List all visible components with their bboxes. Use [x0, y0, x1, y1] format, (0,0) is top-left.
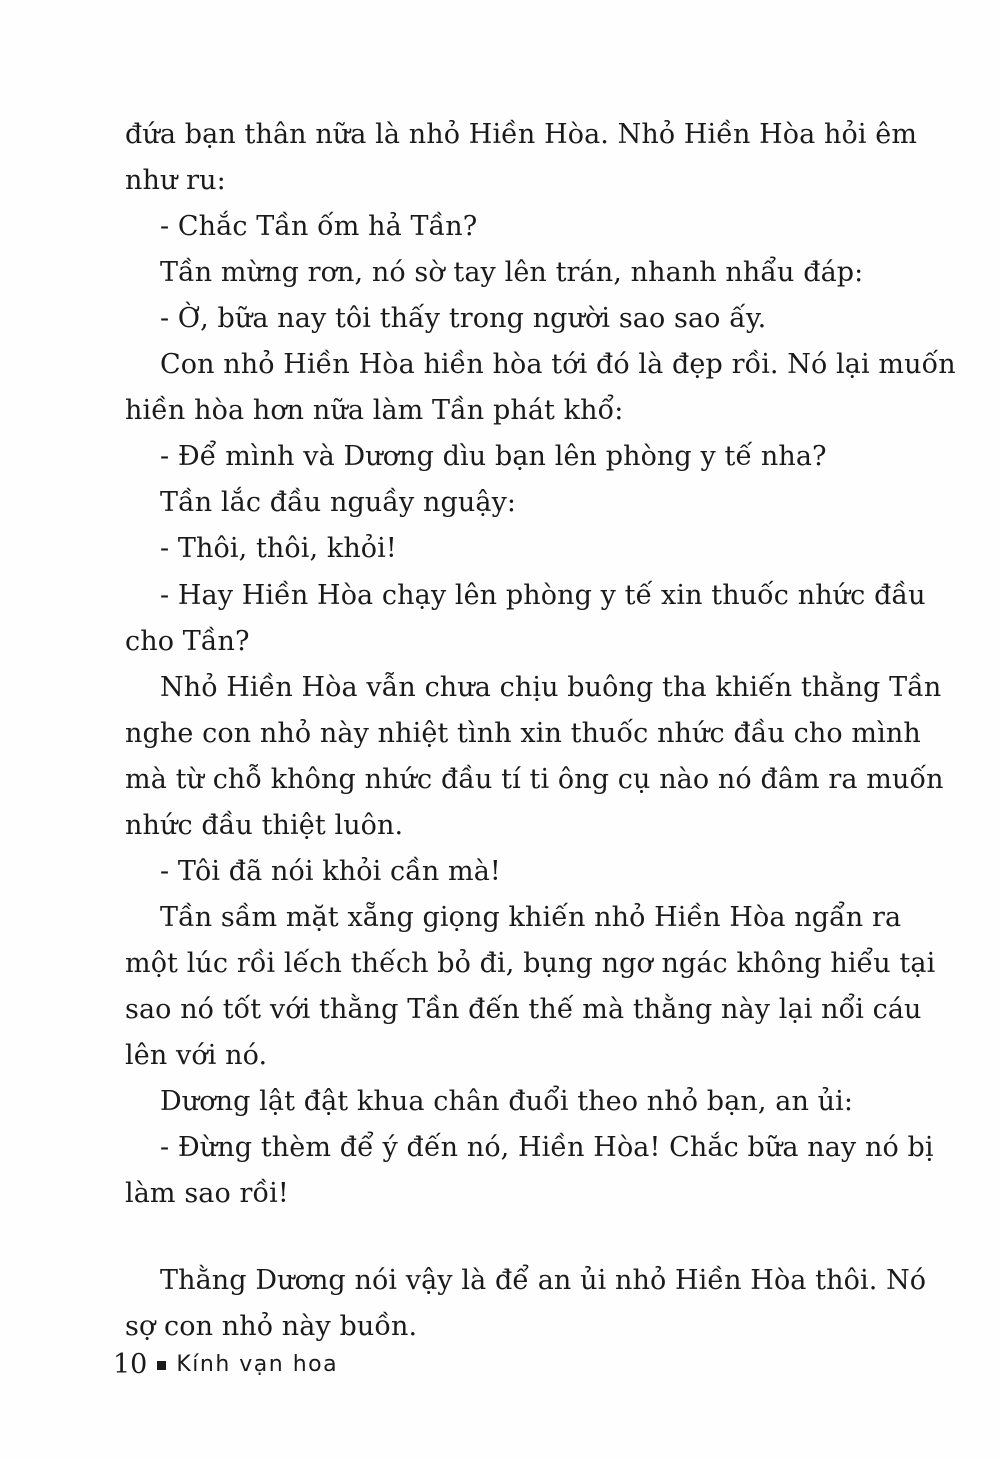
- text-line: đứa bạn thân nữa là nhỏ Hiền Hòa. Nhỏ Hiền Hòa hỏi êm: [125, 119, 918, 150]
- text-line: - Chắc Tần ốm hả Tần?: [160, 211, 478, 242]
- text-line: lên với nó.: [125, 1040, 268, 1071]
- text-line: nhức đầu thiệt luôn.: [125, 810, 404, 841]
- text-line: như ru:: [125, 165, 226, 196]
- text-line: Thằng Dương nói vậy là để an ủi nhỏ Hiền Hòa thôi. Nó: [160, 1265, 927, 1296]
- text-line: nghe con nhỏ này nhiệt tình xin thuốc nhức đầu cho mình: [125, 718, 921, 749]
- page-number: 10: [113, 1349, 148, 1380]
- text-line: làm sao rồi!: [125, 1178, 289, 1209]
- text-line: - Ờ, bữa nay tôi thấy trong người sao sao ấy.: [160, 303, 767, 334]
- text-line: - Để mình và Dương dìu bạn lên phòng y tế nha?: [160, 441, 827, 472]
- text-line: Tần lắc đầu nguầy nguậy:: [160, 487, 517, 518]
- text-line: - Hay Hiền Hòa chạy lên phòng y tế xin thuốc nhức đầu: [160, 580, 926, 611]
- text-line: một lúc rồi lếch thếch bỏ đi, bụng ngơ ngác không hiểu tại: [125, 948, 936, 979]
- text-line: mà từ chỗ không nhức đầu tí ti ông cụ nào nó đâm ra muốn: [125, 764, 944, 795]
- text-line: cho Tần?: [125, 626, 250, 657]
- text-line: Tần sầm mặt xẵng giọng khiến nhỏ Hiền Hòa ngẩn ra: [160, 902, 902, 933]
- text-line: Tần mừng rơn, nó sờ tay lên trán, nhanh nhẩu đáp:: [160, 257, 864, 288]
- text-line: hiền hòa hơn nữa làm Tần phát khổ:: [125, 395, 624, 426]
- text-line: - Thôi, thôi, khỏi!: [160, 533, 397, 564]
- text-line: Nhỏ Hiền Hòa vẫn chưa chịu buông tha khiến thằng Tần: [160, 672, 942, 703]
- text-line: Dương lật đật khua chân đuổi theo nhỏ bạn, an ủi:: [160, 1086, 854, 1117]
- book-title: Kính vạn hoa: [176, 1352, 339, 1377]
- text-line: sao nó tốt với thằng Tần đến thế mà thằng này lại nổi cáu: [125, 994, 922, 1025]
- page-footer: [113, 1347, 338, 1383]
- text-line: - Tôi đã nói khỏi cần mà!: [160, 856, 501, 887]
- text-line: Con nhỏ Hiền Hòa hiền hòa tới đó là đẹp rồi. Nó lại muốn: [160, 349, 956, 380]
- footer-bullet-icon: [157, 1361, 166, 1370]
- text-line: sợ con nhỏ này buồn.: [125, 1311, 418, 1342]
- text-line: - Đừng thèm để ý đến nó, Hiền Hòa! Chắc bữa nay nó bị: [160, 1132, 934, 1163]
